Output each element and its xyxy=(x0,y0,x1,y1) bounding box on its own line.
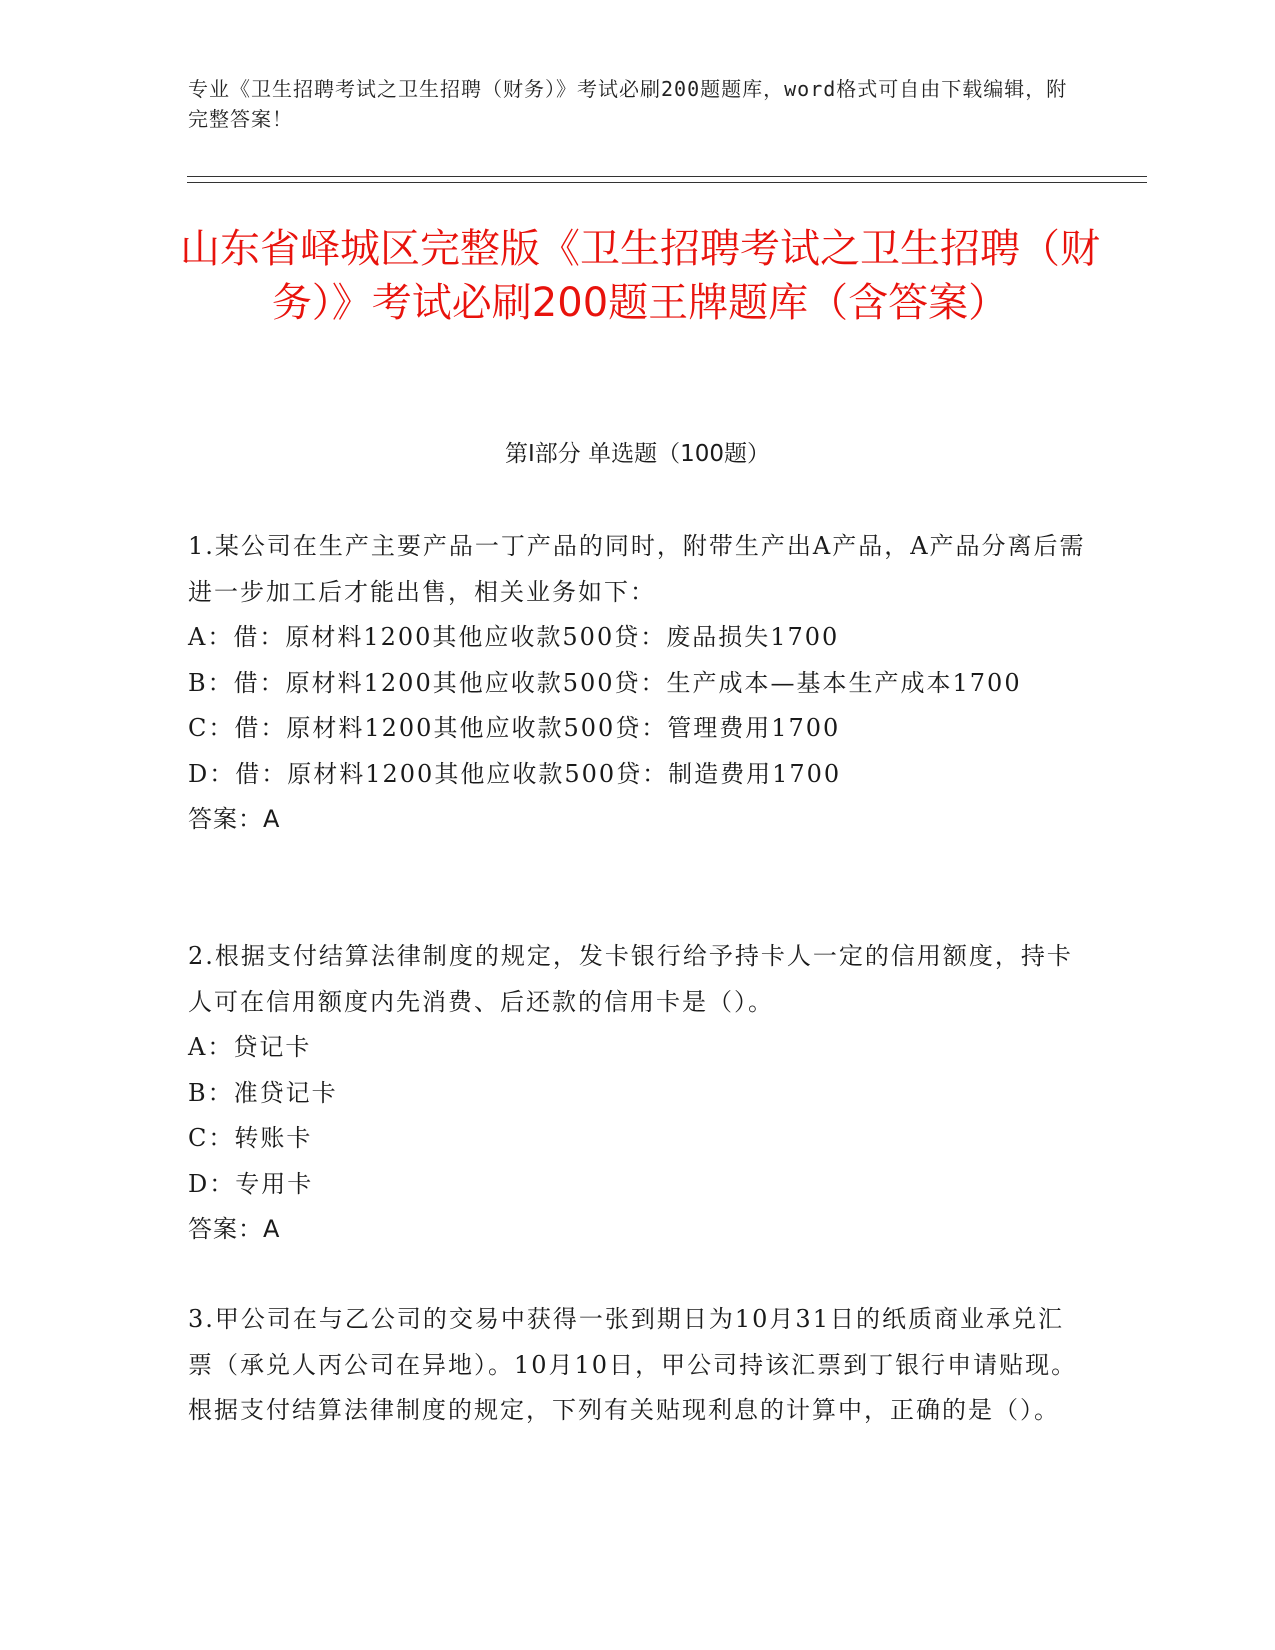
header-note: 专业《卫生招聘考试之卫生招聘（财务）》考试必刷200题题库，word格式可自由下载编辑，附完整答案！ xyxy=(188,77,1068,131)
header-divider-top xyxy=(187,176,1147,177)
question-stem: 1.某公司在生产主要产品一丁产品的同时，附带生产出A产品，A产品分离后需进一步加工后才能出售，相关业务如下： xyxy=(188,532,1086,606)
answer-line: 答案：A xyxy=(188,1215,281,1243)
option-b: B：借：原材料1200其他应收款500贷：生产成本—基本生产成本1700 xyxy=(188,668,1022,697)
header-divider-bottom xyxy=(187,182,1147,183)
document-title: 山东省峄城区完整版《卫生招聘考试之卫生招聘（财务）》考试必刷200题王牌题库（含答案） xyxy=(180,226,1100,326)
question-3 xyxy=(188,1297,1088,1434)
option-b: B：准贷记卡 xyxy=(188,1078,338,1107)
option-d: D：借：原材料1200其他应收款500贷：制造费用1700 xyxy=(188,759,842,788)
question-stem: 2.根据支付结算法律制度的规定，发卡银行给予持卡人一定的信用额度，持卡人可在信用额度内先消费、后还款的信用卡是（）。 xyxy=(188,942,1073,1016)
answer-line: 答案：A xyxy=(188,805,281,833)
question-1 xyxy=(188,524,1088,843)
option-d: D：专用卡 xyxy=(188,1169,314,1198)
section-heading: 第I部分 单选题（100题） xyxy=(505,441,770,467)
option-c: C：借：原材料1200其他应收款500贷：管理费用1700 xyxy=(188,714,841,742)
question-2 xyxy=(188,934,1088,1253)
option-c: C：转账卡 xyxy=(188,1124,313,1152)
option-a: A：借：原材料1200其他应收款500贷：废品损失1700 xyxy=(188,623,840,651)
option-a: A：贷记卡 xyxy=(188,1033,312,1061)
question-stem: 3.甲公司在与乙公司的交易中获得一张到期日为10月31日的纸质商业承兑汇票（承兑人丙公司在异地）。10月10日，甲公司持该汇票到丁银行申请贴现。根据支付结算法律制度的规定，下列有关贴现利息的计算中，正确的是（）。 xyxy=(188,1305,1078,1424)
